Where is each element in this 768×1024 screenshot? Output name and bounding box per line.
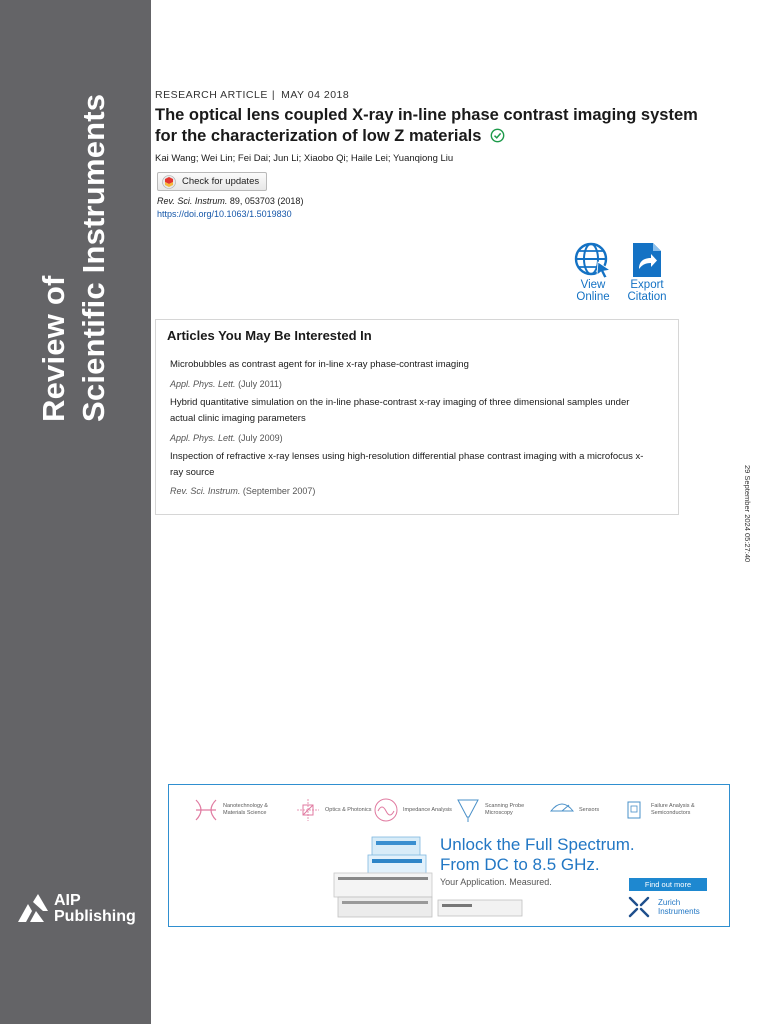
aip-publishing-logo[interactable]: [16, 893, 136, 925]
export-citation-button[interactable]: [617, 242, 677, 303]
ad-category-label: Optics & Photonics: [325, 806, 372, 813]
ad-headline: [440, 835, 635, 875]
related-article-meta: [170, 379, 282, 389]
related-article-date: (September 2007): [242, 486, 316, 496]
globe-icon: [574, 242, 612, 278]
related-articles-panel: [155, 319, 679, 515]
advertisement-banner[interactable]: [168, 784, 730, 927]
ad-subline: Your Application. Measured.: [440, 877, 552, 887]
related-article-journal: Appl. Phys. Lett.: [170, 379, 236, 389]
aip-logo-icon: [16, 894, 50, 924]
article-date: MAY 04 2018: [281, 89, 350, 101]
related-article-meta: [170, 433, 283, 443]
check-for-updates-button[interactable]: [157, 172, 267, 191]
ad-category: [193, 797, 275, 823]
download-timestamp: 29 September 2024 05:27:40: [743, 465, 752, 563]
article-type: RESEARCH ARTICLE: [155, 89, 268, 101]
ad-category-label: Nanotechnology & Materials Science: [223, 803, 268, 816]
ad-category-label: Impedance Analysis: [403, 806, 452, 813]
related-article-title[interactable]: Hybrid quantitative simulation on the in-line phase-contrast x-ray imaging of three dimensional samples under actual clinic imaging parameters: [170, 397, 630, 424]
related-article-date: (July 2009): [238, 433, 283, 443]
aip-logo-line1: AIP: [54, 892, 81, 909]
zi-line1: Zurich: [658, 898, 681, 907]
ad-headline-line1: Unlock the Full Spectrum.: [440, 835, 635, 854]
related-articles-heading: Articles You May Be Interested In: [167, 328, 372, 343]
view-online-button[interactable]: [563, 242, 623, 303]
journal-title-line1: Review of: [36, 275, 71, 422]
related-article-journal: Appl. Phys. Lett.: [170, 433, 236, 443]
ad-category-label: Sensors: [579, 806, 600, 813]
find-out-more-button[interactable]: Find out more: [629, 878, 707, 891]
journal-title-line2: Scientific Instruments: [76, 93, 111, 422]
zurich-instruments-logo: [628, 896, 700, 918]
ad-category: [373, 797, 455, 823]
crossmark-icon: [162, 175, 176, 189]
export-citation-line1: Export: [630, 279, 664, 291]
article-title: [155, 105, 700, 147]
citation-details: 89, 053703 (2018): [229, 196, 304, 206]
citation-journal: Rev. Sci. Instrum.: [157, 196, 228, 206]
citation: [157, 196, 303, 206]
check-for-updates-label: Check for updates: [182, 176, 260, 187]
aip-logo-line2: Publishing: [54, 908, 136, 925]
journal-sidebar: [0, 0, 151, 1024]
ad-category: [549, 797, 631, 823]
related-article-journal: Rev. Sci. Instrum.: [170, 486, 241, 496]
sensor-icon: [549, 797, 575, 823]
view-online-line2: Online: [576, 291, 610, 303]
instrument-products-illustration: [332, 833, 442, 921]
ad-category-label: Failure Analysis & Semiconductors: [651, 803, 695, 816]
meta-separator: |: [271, 89, 276, 101]
check-circle-icon: [490, 128, 505, 143]
author-list[interactable]: Kai Wang; Wei Lin; Fei Dai; Jun Li; Xiaobo Qi; Haile Lei; Yuanqiong Liu: [155, 153, 454, 164]
ad-category: [621, 797, 703, 823]
article-title-text: The optical lens coupled X-ray in-line phase contrast imaging system for the characterization of low Z materials: [155, 106, 698, 145]
zurich-instruments-icon: [628, 896, 650, 918]
ad-category-label: Scanning Probe Microscopy: [485, 803, 525, 816]
ad-category: [295, 797, 377, 823]
zurich-instruments-text: [654, 898, 700, 916]
related-article-meta: [170, 486, 315, 496]
related-article-title[interactable]: Inspection of refractive x-ray lenses using high-resolution differential phase contrast imaging with a microfocus x-ray source: [170, 451, 644, 478]
article-meta: [155, 89, 349, 101]
optics-icon: [295, 797, 321, 823]
ad-small-instrument: [437, 897, 525, 919]
chip-icon: [621, 797, 647, 823]
view-online-line1: View: [580, 279, 606, 291]
related-article-title[interactable]: Microbubbles as contrast agent for in-line x-ray phase-contrast imaging: [170, 359, 469, 370]
probe-icon: [455, 797, 481, 823]
export-document-icon: [632, 242, 662, 278]
aip-logo-text: [54, 893, 136, 925]
zi-line2: Instruments: [658, 907, 700, 916]
impedance-icon: [373, 797, 399, 823]
doi-link[interactable]: https://doi.org/10.1063/1.5019830: [157, 209, 292, 219]
ad-headline-line2: From DC to 8.5 GHz.: [440, 855, 600, 874]
nanotech-icon: [193, 797, 219, 823]
export-citation-line2: Citation: [627, 291, 667, 303]
journal-title: [34, 2, 114, 422]
related-article-date: (July 2011): [238, 379, 282, 389]
ad-category: [455, 797, 537, 823]
